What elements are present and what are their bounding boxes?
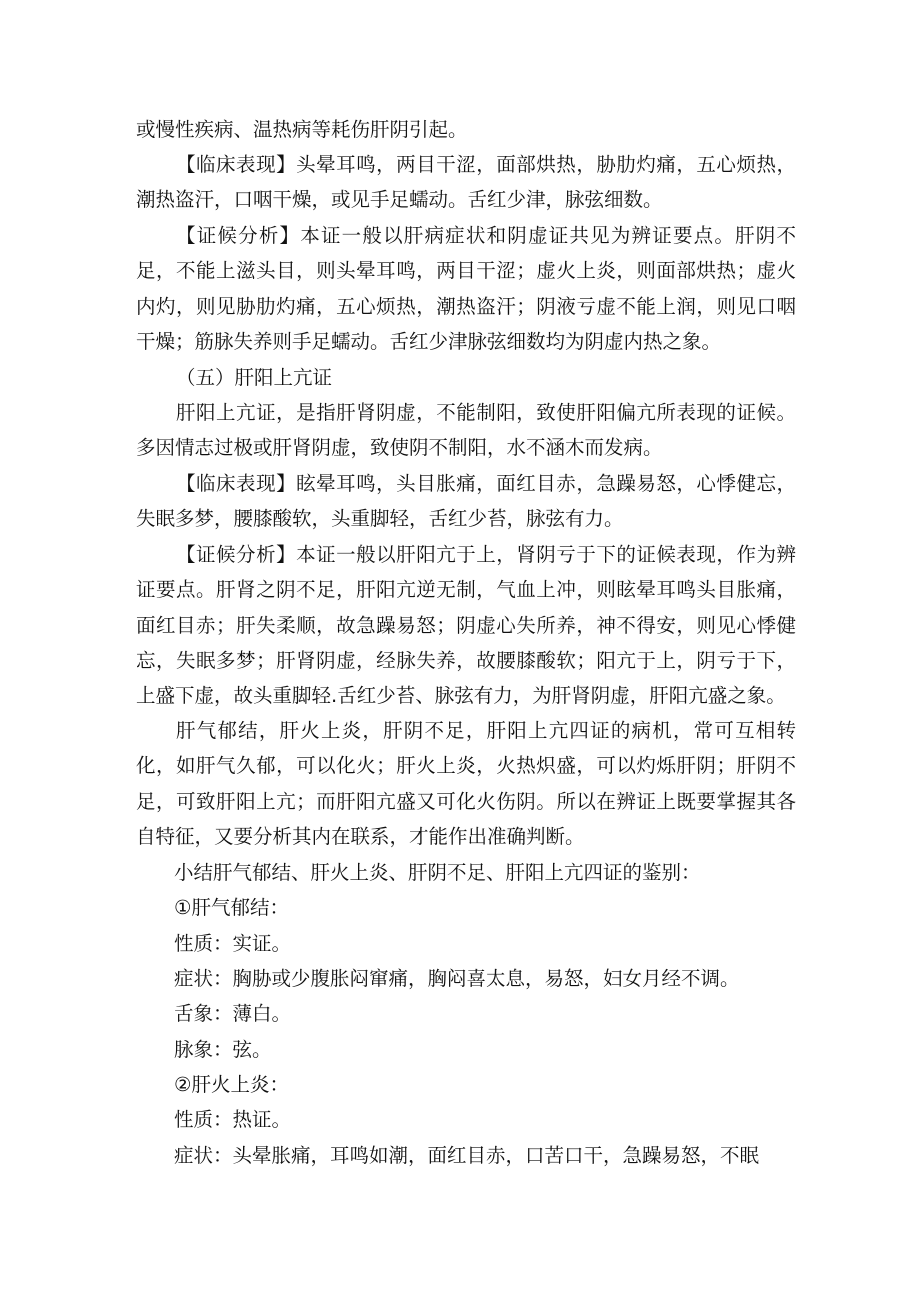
summary-item-liver-qi-stagnation: ①肝气郁结： xyxy=(174,896,289,919)
summary-symptoms: 症状：胸胁或少腹胀闷窜痛，胸闷喜太息，易怒，妇女月经不调。 xyxy=(174,967,740,990)
summary-pulse: 脉象：弦。 xyxy=(174,1038,272,1061)
paragraph-syndrome-analysis-liver-yang: 【证候分析】本证一般以肝阳亢于上，肾阴亏于下的证候表现，作为辨证要点。肝肾之阴不足，肝阳亢逆无制，气血上冲，则眩晕耳鸣头目胀痛，面红目赤；肝失柔顺，故急躁易怒；阴虚心失所养，神不得安，则见心悸健忘，失眠多梦；肝肾阴虚，经脉失养，故腰膝酸软；阳亢于上，阴亏于下，上盛下虚，故头重脚轻.舌红少苔、脉弦有力，为肝肾阴虚，肝阳亢盛之象。 xyxy=(136,543,796,708)
paragraph-continuation: 或慢性疾病、温热病等耗伤肝阴引起。 xyxy=(136,118,468,141)
summary-nature: 性质：实证。 xyxy=(174,932,292,955)
summary-title: 小结肝气郁结、肝火上炎、肝阴不足、肝阳上亢四证的鉴别： xyxy=(174,861,701,884)
paragraph-four-syndromes-relation: 肝气郁结，肝火上炎，肝阴不足，肝阳上亢四证的病机，常可互相转化，如肝气久郁，可以化火；肝火上炎，火热炽盛，可以灼烁肝阴；肝阴不足，可致肝阳上亢；而肝阳亢盛又可化火伤阴。所以在辨证上既要掌握其各自特征，又要分析其内在联系，才能作出准确判断。 xyxy=(136,719,796,848)
summary-symptoms: 症状：头晕胀痛，耳鸣如潮，面红目赤，口苦口干，急躁易怒，不眠 xyxy=(174,1144,760,1167)
paragraph-liver-yang-definition: 肝阳上亢证，是指肝肾阴虚，不能制阳，致使肝阳偏亢所表现的证候。多因情志过极或肝肾阴虚，致使阴不制阳，水不涵木而发病。 xyxy=(136,401,796,460)
section-heading-liver-yang: （五）肝阳上亢证 xyxy=(176,366,333,389)
summary-item-liver-fire: ②肝火上炎： xyxy=(174,1073,289,1096)
summary-tongue: 舌象：薄白。 xyxy=(174,1002,292,1025)
summary-nature: 性质：热证。 xyxy=(174,1108,292,1131)
paragraph-clinical-manifestation-liver-yin: 【临床表现】头晕耳鸣，两目干涩，面部烘热，胁肋灼痛，五心烦热，潮热盗汗，口咽干燥，或见手足蠕动。舌红少津，脉弦细数。 xyxy=(136,153,796,212)
paragraph-syndrome-analysis-liver-yin: 【证候分析】本证一般以肝病症状和阴虚证共见为辨证要点。肝阴不足，不能上滋头目，则头晕耳鸣，两目干涩；虚火上炎，则面部烘热；虚火内灼，则见胁肋灼痛，五心烦热，潮热盗汗；阴液亏虚不能上润，则见口咽干燥；筋脉失养则手足蠕动。舌红少津脉弦细数均为阴虚内热之象。 xyxy=(136,224,796,353)
paragraph-clinical-manifestation-liver-yang: 【临床表现】眩晕耳鸣，头目胀痛，面红目赤，急躁易怒，心悸健忘，失眠多梦，腰膝酸软，头重脚轻，舌红少苔，脉弦有力。 xyxy=(136,472,796,531)
